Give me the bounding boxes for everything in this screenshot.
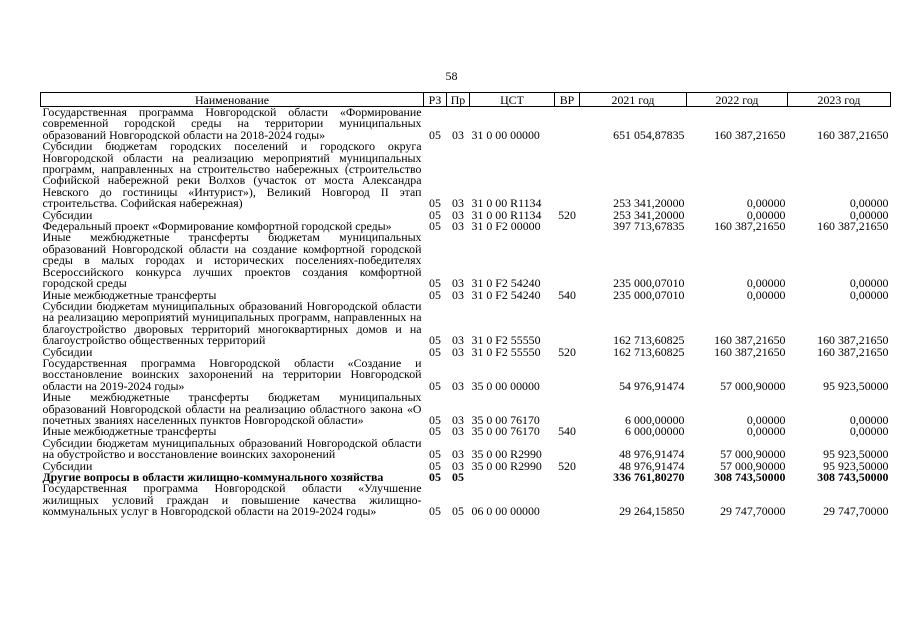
cst-cell: 31 0 00 R1134 — [471, 207, 542, 222]
table-row — [41, 358, 891, 392]
pr-cell: 03 — [452, 378, 464, 393]
vr-cell — [555, 392, 580, 426]
value-2022-cell: 0,00000 — [746, 207, 786, 222]
value-2023-cell: 0,00000 — [849, 207, 889, 222]
cst-cell: 31 0 F2 54240 — [471, 287, 541, 302]
value-2023-cell: 95 923,50000 — [823, 447, 889, 462]
name-cell: Иные межбюджетные трансферты бюджетам муниципальных образований Новгородской области на реализацию областного закона «О почетных званиях населенных пунктов Новгородской области» — [42, 390, 422, 427]
name-cell: Субсидии бюджетам муниципальных образований Новгородской области на реализацию мероприятий муниципальных программ, направленных на благоустройство дворовых территорий многоквартирных домов и на благоустройство общественных территорий — [42, 298, 422, 348]
name-cell: Иные межбюджетные трансферты — [42, 287, 217, 302]
rz-cell: 05 — [429, 447, 441, 462]
value-2022-cell: 0,00000 — [746, 412, 786, 427]
column-header-vr: ВР — [555, 93, 580, 107]
name-cell: Другие вопросы в области жилищно-коммунального хозяйства — [42, 470, 384, 484]
pr-cell: 03 — [452, 412, 464, 427]
value-2023-cell: 308 743,50000 — [817, 470, 889, 484]
table-body — [41, 107, 891, 518]
value-2021-cell: 235 000,07010 — [613, 276, 685, 291]
vr-cell — [555, 107, 580, 142]
cst-cell: 31 0 00 00000 — [471, 127, 540, 142]
name-cell: Субсидии бюджетам муниципальных образований Новгородской области на обустройство и восстановление воинских захоронений — [42, 435, 422, 462]
page-number: 58 — [445, 69, 458, 83]
value-2022-cell: 57 000,90000 — [720, 447, 786, 462]
cst-cell: 31 0 F2 55550 — [471, 344, 541, 359]
value-2021-cell: 397 713,67835 — [613, 219, 685, 234]
value-2021-cell: 54 976,91474 — [619, 378, 685, 393]
rz-cell: 05 — [429, 470, 441, 484]
cst-cell: 35 0 00 00000 — [471, 378, 540, 393]
value-2023-cell: 160 387,21650 — [817, 127, 889, 142]
pr-cell: 03 — [452, 219, 464, 234]
value-2023-cell: 95 923,50000 — [823, 458, 889, 473]
name-cell: Субсидии бюджетам городских поселений и городского округа Новгородской области на реализацию мероприятий муниципальных программ, направленных на строительство набережных (строительство Софийской набережной реки Волхов (участок от моста Александра Невского до гостиницы «Интурист»), Великий Новгород II этап строительства. Софийская набережная) — [42, 139, 422, 211]
value-2023-cell: 0,00000 — [849, 412, 889, 427]
name-cell: Иные межбюджетные трансферты — [42, 424, 217, 439]
pr-cell: 03 — [452, 333, 464, 348]
column-header-cst: ЦСТ — [470, 93, 555, 107]
column-header-rz: РЗ — [424, 93, 447, 107]
value-2023-cell: 0,00000 — [849, 424, 889, 439]
vr-cell — [555, 141, 580, 209]
name-cell: Субсидии — [42, 458, 93, 473]
rz-cell: 05 — [429, 378, 441, 393]
rz-cell: 05 — [429, 207, 441, 222]
vr-cell — [555, 221, 580, 232]
rz-cell: 05 — [429, 196, 441, 211]
pr-cell: 03 — [452, 447, 464, 462]
name-cell: Государственная программа Новгородской области «Формирование современной городской среды на территории муниципальных образований Новгородской области на 2018-2024 годы» — [42, 105, 422, 142]
value-2023-cell: 160 387,21650 — [817, 219, 889, 234]
value-2023-cell: 0,00000 — [849, 196, 889, 211]
cst-cell: 35 0 00 76170 — [471, 424, 540, 439]
name-cell: Государственная программа Новгородской области «Улучшение жилищных условий граждан и повышение качества жилищно-коммунальных услуг в Новгородской области на 2019-2024 годы» — [42, 481, 422, 519]
rz-cell: 05 — [429, 333, 441, 348]
value-2021-cell: 29 264,15850 — [619, 504, 685, 519]
vr-cell — [555, 232, 580, 289]
rz-cell: 05 — [429, 344, 441, 359]
value-2021-cell: 162 713,60825 — [613, 333, 685, 348]
pr-cell: 03 — [452, 127, 464, 142]
table-row — [41, 301, 891, 347]
value-2021-cell: 48 976,91474 — [619, 447, 685, 462]
vr-cell: 520 — [558, 207, 576, 222]
value-2021-cell: 6 000,00000 — [625, 412, 685, 427]
value-2023-cell: 0,00000 — [849, 287, 889, 302]
table-row — [41, 483, 891, 517]
value-2021-cell: 253 341,20000 — [613, 196, 685, 211]
pr-cell: 03 — [452, 276, 464, 291]
table-row — [41, 392, 891, 426]
value-2022-cell: 0,00000 — [746, 287, 786, 302]
value-2023-cell: 29 747,70000 — [823, 504, 889, 519]
value-2022-cell: 160 387,21650 — [714, 219, 786, 234]
pr-cell: 05 — [452, 504, 464, 519]
value-2022-cell: 0,00000 — [746, 276, 786, 291]
vr-cell — [555, 483, 580, 517]
rz-cell: 05 — [429, 412, 441, 427]
value-2021-cell: 162 713,60825 — [613, 344, 685, 359]
value-2021-cell: 651 054,87835 — [613, 127, 685, 142]
value-2022-cell: 0,00000 — [746, 424, 786, 439]
name-cell: Государственная программа Новгородской области «Создание и восстановление воинских захоронений на территории Новгородской области на 2019-2024 годы» — [42, 355, 422, 393]
vr-cell: 520 — [558, 344, 576, 359]
value-2022-cell: 160 387,21650 — [714, 333, 786, 348]
value-2022-cell: 29 747,70000 — [720, 504, 786, 519]
value-2023-cell: 95 923,50000 — [823, 378, 889, 393]
value-2022-cell: 160 387,21650 — [714, 344, 786, 359]
column-header-pr: Пр — [447, 93, 470, 107]
name-cell: Иные межбюджетные трансферты бюджетам муниципальных образований Новгородской области на создание комфортной городской среды в малых городах и исторических поселениях-победителях Всероссийского конкурса лучших проектов создания комфортной городской среды — [42, 230, 422, 291]
cst-cell: 31 0 00 R1134 — [471, 196, 542, 211]
value-2022-cell: 57 000,90000 — [720, 458, 786, 473]
cst-cell — [470, 472, 555, 483]
value-2023-cell: 0,00000 — [849, 276, 889, 291]
rz-cell: 05 — [429, 458, 441, 473]
cst-cell: 31 0 F2 55550 — [471, 333, 541, 348]
name-cell: Субсидии — [42, 344, 93, 359]
value-2021-cell: 253 341,20000 — [613, 207, 685, 222]
column-header-2022: 2022 год — [687, 93, 788, 107]
vr-cell: 540 — [558, 424, 576, 439]
vr-cell — [555, 358, 580, 392]
value-2021-cell: 48 976,91474 — [619, 458, 685, 473]
value-2022-cell: 0,00000 — [746, 196, 786, 211]
column-header-2023: 2023 год — [788, 93, 891, 107]
cst-cell: 35 0 00 R2990 — [471, 447, 542, 462]
value-2022-cell: 160 387,21650 — [714, 127, 786, 142]
vr-cell — [555, 472, 580, 483]
table-row — [41, 232, 891, 289]
column-header-2021: 2021 год — [580, 93, 687, 107]
rz-cell: 05 — [429, 424, 441, 439]
value-2022-cell: 308 743,50000 — [714, 470, 786, 484]
vr-cell: 520 — [558, 458, 576, 473]
rz-cell: 05 — [429, 287, 441, 302]
vr-cell — [555, 438, 580, 461]
pr-cell: 03 — [452, 458, 464, 473]
value-2023-cell: 160 387,21650 — [817, 344, 889, 359]
rz-cell: 05 — [429, 504, 441, 519]
value-2021-cell: 6 000,00000 — [625, 424, 685, 439]
budget-table — [40, 92, 891, 518]
cst-cell: 31 0 F2 00000 — [471, 219, 541, 234]
table-row — [41, 141, 891, 209]
column-header-name: Наименование — [41, 93, 424, 107]
value-2023-cell: 160 387,21650 — [817, 333, 889, 348]
rz-cell: 05 — [429, 127, 441, 142]
name-cell: Субсидии — [42, 207, 93, 222]
rz-cell: 05 — [429, 219, 441, 234]
name-cell: Федеральный проект «Формирование комфортной городской среды» — [42, 219, 392, 234]
table-row — [41, 107, 891, 142]
pr-cell: 03 — [452, 196, 464, 211]
cst-cell: 31 0 F2 54240 — [471, 276, 541, 291]
vr-cell: 540 — [558, 287, 576, 302]
rz-cell: 05 — [429, 276, 441, 291]
value-2021-cell: 336 761,80270 — [613, 470, 685, 484]
cst-cell: 35 0 00 R2990 — [471, 458, 542, 473]
pr-cell: 03 — [452, 207, 464, 222]
pr-cell: 03 — [452, 424, 464, 439]
pr-cell: 03 — [452, 287, 464, 302]
value-2022-cell: 57 000,90000 — [720, 378, 786, 393]
cst-cell: 35 0 00 76170 — [471, 412, 540, 427]
value-2021-cell: 235 000,07010 — [613, 287, 685, 302]
pr-cell: 05 — [452, 470, 464, 484]
cst-cell: 06 0 00 00000 — [471, 504, 540, 519]
vr-cell — [555, 301, 580, 347]
pr-cell: 03 — [452, 344, 464, 359]
table-row — [41, 438, 891, 461]
